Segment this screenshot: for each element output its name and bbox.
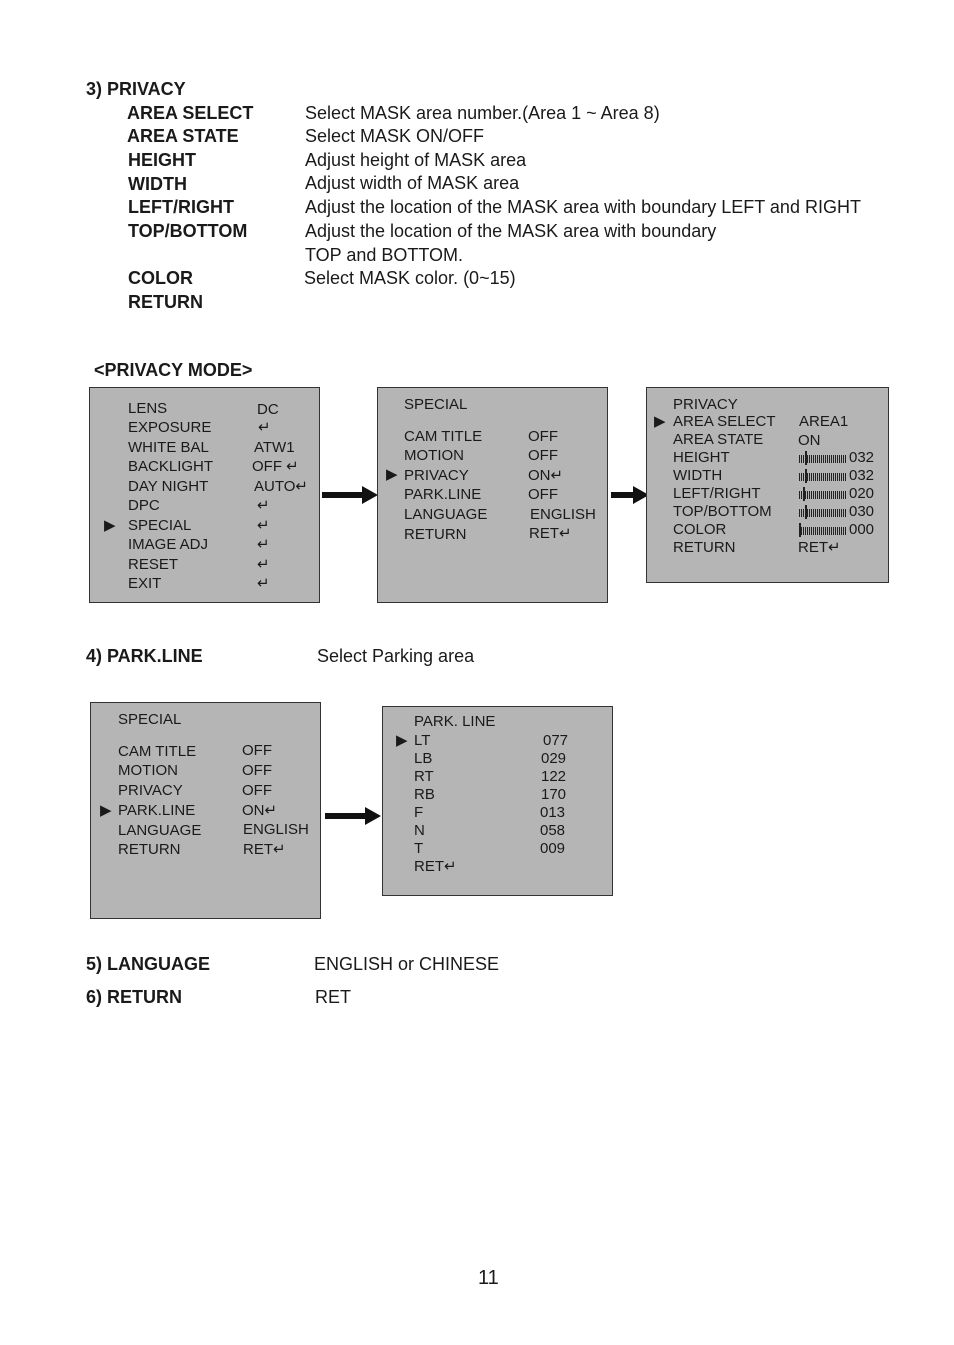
slider-tick — [823, 491, 824, 499]
slider-tick — [821, 473, 822, 481]
arrow-right-icon — [322, 486, 378, 504]
privacy-value-height: 032 — [849, 449, 875, 466]
slider-tick — [811, 491, 812, 499]
slider-tick — [841, 455, 842, 463]
slider-tick — [827, 473, 828, 481]
special-item-park-line: PARK.LINE — [118, 802, 196, 819]
special-item-return: RETURN — [118, 841, 181, 858]
desc-top-bottom: Adjust the location of the MASK area with boundary — [305, 221, 717, 241]
slider-tick — [843, 527, 844, 535]
slider-tick — [833, 491, 834, 499]
selection-pointer-icon: ▶ — [100, 802, 112, 819]
slider-tick — [819, 509, 820, 517]
slider-tick — [813, 509, 814, 517]
menu-item-exit: EXIT — [128, 575, 162, 592]
privacy-item-left-right: LEFT/RIGHT — [673, 485, 761, 502]
selection-pointer-icon: ▶ — [386, 466, 398, 483]
special-item-return: RETURN — [404, 526, 467, 543]
menu-item-image-adj: IMAGE ADJ — [128, 536, 209, 553]
slider-tick — [827, 509, 828, 517]
special-value-language: ENGLISH — [530, 506, 596, 523]
slider-tick — [835, 491, 836, 499]
special-menu-title: SPECIAL — [118, 711, 182, 728]
slider-tick — [813, 473, 814, 481]
park-value-rt: 122 — [541, 768, 567, 785]
menu-value-image-adj: ↵ — [257, 536, 270, 553]
menu-value-special: ↵ — [257, 517, 270, 534]
menu-item-day-night: DAY NIGHT — [128, 478, 209, 495]
slider-tick — [843, 491, 844, 499]
park-value-lt: 077 — [543, 732, 569, 749]
special-value-privacy: OFF — [242, 782, 272, 799]
park-value-rb: 170 — [541, 786, 567, 803]
slider-tick — [803, 527, 804, 535]
park-item-t: T — [414, 840, 424, 857]
slider-tick — [827, 455, 828, 463]
section-heading-language: 5) LANGUAGE — [86, 954, 211, 974]
privacy-value-area-state: ON — [798, 432, 821, 449]
privacy-value-left-right: 020 — [849, 485, 875, 502]
slider-tick — [823, 455, 824, 463]
slider-marker — [805, 505, 807, 519]
special-value-park-line: OFF — [528, 486, 558, 503]
menu-value-backlight: OFF ↵ — [252, 458, 299, 475]
slider-tick — [819, 473, 820, 481]
park-item-lb: LB — [414, 750, 433, 767]
selection-pointer-icon: ▶ — [396, 732, 408, 749]
term-area-select: AREA SELECT — [127, 103, 254, 123]
osd-special-menu-2 — [90, 702, 321, 919]
slider-tick — [807, 455, 808, 463]
special-item-motion: MOTION — [118, 762, 178, 779]
term-left-right: LEFT/RIGHT — [128, 197, 234, 217]
menu-item-dpc: DPC — [128, 497, 160, 514]
slider-tick — [843, 509, 844, 517]
arrow-right-icon — [325, 807, 381, 825]
slider-tick — [825, 491, 826, 499]
park-item-n: N — [414, 822, 425, 839]
slider-tick — [817, 527, 818, 535]
slider-tick — [815, 455, 816, 463]
slider-tick — [821, 509, 822, 517]
slider-tick — [799, 473, 800, 481]
slider-tick — [813, 455, 814, 463]
desc-return: RET — [315, 987, 351, 1007]
slider-tick — [825, 473, 826, 481]
desc-language: ENGLISH or CHINESE — [314, 954, 500, 974]
menu-value-exposure: ↵ — [258, 419, 271, 436]
slider-tick — [829, 491, 830, 499]
slider-marker — [803, 487, 805, 501]
slider-tick — [839, 527, 840, 535]
special-value-cam-title: OFF — [528, 428, 558, 445]
special-item-privacy: PRIVACY — [118, 782, 183, 799]
special-value-return: RET↵ — [529, 525, 572, 542]
menu-value-day-night: AUTO↵ — [254, 478, 308, 495]
slider-tick — [831, 473, 832, 481]
selection-pointer-icon: ▶ — [104, 517, 116, 534]
park-item-f: F — [414, 804, 424, 821]
slider-tick — [823, 527, 824, 535]
slider-tick — [821, 491, 822, 499]
height-slider — [799, 451, 847, 465]
slider-tick — [843, 455, 844, 463]
slider-marker — [805, 469, 807, 483]
menu-item-exposure: EXPOSURE — [128, 419, 212, 436]
menu-item-reset: RESET — [128, 556, 179, 573]
section-heading-return: 6) RETURN — [86, 987, 183, 1007]
slider-tick — [809, 455, 810, 463]
privacy-value-width: 032 — [849, 467, 875, 484]
special-value-motion: OFF — [242, 762, 272, 779]
slider-tick — [825, 455, 826, 463]
desc-area-state: Select MASK ON/OFF — [305, 126, 485, 146]
privacy-item-area-state: AREA STATE — [673, 431, 764, 448]
slider-tick — [825, 527, 826, 535]
park-item-rt: RT — [414, 768, 434, 785]
slider-tick — [833, 509, 834, 517]
privacy-item-height: HEIGHT — [673, 449, 730, 466]
special-item-cam-title: CAM TITLE — [118, 743, 197, 760]
slider-tick — [807, 473, 808, 481]
slider-tick — [841, 527, 842, 535]
slider-tick — [845, 509, 846, 517]
menu-item-lens: LENS — [128, 400, 168, 417]
slider-tick — [811, 473, 812, 481]
slider-tick — [813, 491, 814, 499]
slider-tick — [827, 491, 828, 499]
park-value-f: 013 — [540, 804, 566, 821]
slider-tick — [815, 473, 816, 481]
slider-tick — [801, 455, 802, 463]
special-value-privacy: ON↵ — [528, 467, 564, 484]
slider-tick — [801, 491, 802, 499]
left-right-slider — [799, 487, 847, 501]
privacy-menu-title: PRIVACY — [673, 396, 738, 413]
section-heading-park-line: 4) PARK.LINE — [86, 646, 203, 666]
menu-value-dpc: ↵ — [257, 497, 270, 514]
privacy-value-top-bottom: 030 — [849, 503, 875, 520]
slider-tick — [839, 455, 840, 463]
slider-tick — [821, 455, 822, 463]
slider-tick — [841, 509, 842, 517]
desc-top-bottom-cont: TOP and BOTTOM. — [305, 245, 464, 265]
slider-tick — [801, 473, 802, 481]
special-item-privacy: PRIVACY — [404, 467, 469, 484]
slider-tick — [837, 527, 838, 535]
desc-park-line: Select Parking area — [317, 646, 475, 666]
menu-item-backlight: BACKLIGHT — [128, 458, 214, 475]
desc-left-right: Adjust the location of the MASK area with boundary LEFT and RIGHT — [305, 197, 861, 217]
term-width: WIDTH — [128, 174, 187, 194]
selection-pointer-icon: ▶ — [654, 413, 666, 430]
slider-tick — [813, 527, 814, 535]
slider-tick — [805, 491, 806, 499]
slider-tick — [839, 491, 840, 499]
special-value-cam-title: OFF — [242, 742, 272, 759]
slider-tick — [817, 473, 818, 481]
slider-tick — [819, 455, 820, 463]
slider-tick — [831, 527, 832, 535]
desc-area-select: Select MASK area number.(Area 1 ~ Area 8) — [305, 103, 660, 123]
osd-park-line-menu — [382, 706, 613, 896]
menu-value-reset: ↵ — [257, 556, 270, 573]
slider-tick — [807, 491, 808, 499]
menu-item-white-bal: WHITE BAL — [128, 439, 209, 456]
slider-tick — [841, 473, 842, 481]
slider-tick — [833, 455, 834, 463]
slider-tick — [809, 527, 810, 535]
slider-tick — [835, 527, 836, 535]
special-item-language: LANGUAGE — [118, 822, 202, 839]
slider-tick — [845, 491, 846, 499]
park-value-n: 058 — [540, 822, 566, 839]
special-value-park-line: ON↵ — [242, 802, 278, 819]
slider-tick — [845, 473, 846, 481]
osd-privacy-menu — [646, 387, 889, 583]
slider-tick — [833, 473, 834, 481]
slider-tick — [843, 473, 844, 481]
slider-tick — [809, 509, 810, 517]
park-item-rb: RB — [414, 786, 435, 803]
slider-marker — [805, 451, 807, 465]
slider-tick — [839, 473, 840, 481]
slider-tick — [827, 527, 828, 535]
slider-tick — [817, 491, 818, 499]
privacy-item-area-select: AREA SELECT — [673, 413, 776, 430]
special-value-language: ENGLISH — [243, 821, 309, 838]
special-item-park-line: PARK.LINE — [404, 486, 482, 503]
width-slider — [799, 469, 847, 483]
special-value-return: RET↵ — [243, 841, 286, 858]
slider-tick — [831, 491, 832, 499]
slider-tick — [803, 509, 804, 517]
arrow-right-icon — [611, 486, 649, 504]
slider-marker — [799, 523, 801, 537]
desc-width: Adjust width of MASK area — [305, 173, 520, 193]
menu-value-white-bal: ATW1 — [254, 439, 295, 456]
menu-value-exit: ↵ — [257, 575, 270, 592]
slider-tick — [837, 491, 838, 499]
osd-main-menu — [89, 387, 320, 603]
park-menu-title: PARK. LINE — [414, 713, 496, 730]
slider-tick — [829, 509, 830, 517]
slider-tick — [831, 455, 832, 463]
slider-tick — [807, 509, 808, 517]
slider-tick — [823, 509, 824, 517]
slider-tick — [835, 473, 836, 481]
slider-tick — [835, 455, 836, 463]
park-value-lb: 029 — [541, 750, 567, 767]
special-value-motion: OFF — [528, 447, 558, 464]
slider-tick — [815, 491, 816, 499]
term-color: COLOR — [128, 268, 193, 288]
special-item-cam-title: CAM TITLE — [404, 428, 483, 445]
page-number: 11 — [478, 1267, 499, 1289]
privacy-item-width: WIDTH — [673, 467, 723, 484]
special-menu-title: SPECIAL — [404, 396, 468, 413]
slider-tick — [821, 527, 822, 535]
park-item-lt: LT — [414, 732, 431, 749]
privacy-mode-title: <PRIVACY MODE> — [94, 360, 253, 380]
slider-tick — [819, 491, 820, 499]
slider-tick — [803, 473, 804, 481]
slider-tick — [801, 509, 802, 517]
slider-tick — [817, 509, 818, 517]
park-value-t: 009 — [540, 840, 566, 857]
desc-color: Select MASK color. (0~15) — [304, 268, 516, 288]
top-bottom-slider — [799, 505, 847, 519]
menu-item-special: SPECIAL — [128, 517, 192, 534]
slider-tick — [801, 527, 802, 535]
slider-tick — [811, 455, 812, 463]
slider-tick — [809, 491, 810, 499]
privacy-value-color: 000 — [849, 521, 875, 538]
privacy-item-return: RETURN — [673, 539, 736, 556]
slider-tick — [829, 473, 830, 481]
privacy-value-area-select: AREA1 — [799, 413, 849, 430]
slider-tick — [831, 509, 832, 517]
slider-tick — [811, 509, 812, 517]
slider-tick — [839, 509, 840, 517]
term-return: RETURN — [128, 292, 203, 312]
privacy-value-return: RET↵ — [798, 539, 841, 556]
slider-tick — [819, 527, 820, 535]
slider-tick — [823, 473, 824, 481]
privacy-item-top-bottom: TOP/BOTTOM — [673, 503, 772, 520]
slider-tick — [845, 527, 846, 535]
slider-tick — [815, 509, 816, 517]
slider-tick — [829, 455, 830, 463]
special-item-motion: MOTION — [404, 447, 464, 464]
slider-tick — [835, 509, 836, 517]
slider-tick — [837, 509, 838, 517]
slider-tick — [815, 527, 816, 535]
slider-tick — [841, 491, 842, 499]
slider-tick — [829, 527, 830, 535]
section-heading-privacy: 3) PRIVACY — [86, 79, 186, 99]
slider-tick — [809, 473, 810, 481]
slider-tick — [799, 491, 800, 499]
slider-tick — [803, 455, 804, 463]
osd-special-menu — [377, 387, 608, 603]
slider-tick — [799, 509, 800, 517]
slider-tick — [837, 473, 838, 481]
slider-tick — [807, 527, 808, 535]
slider-tick — [799, 455, 800, 463]
color-slider — [799, 523, 847, 537]
privacy-item-color: COLOR — [673, 521, 727, 538]
term-top-bottom: TOP/BOTTOM — [128, 221, 248, 241]
term-height: HEIGHT — [128, 150, 197, 170]
slider-tick — [837, 455, 838, 463]
special-item-language: LANGUAGE — [404, 506, 488, 523]
slider-tick — [811, 527, 812, 535]
menu-value-lens: DC — [257, 401, 279, 418]
slider-tick — [805, 527, 806, 535]
desc-height: Adjust height of MASK area — [305, 150, 527, 170]
slider-tick — [833, 527, 834, 535]
slider-tick — [817, 455, 818, 463]
park-item-return: RET↵ — [414, 858, 457, 875]
slider-tick — [825, 509, 826, 517]
term-area-state: AREA STATE — [127, 126, 239, 146]
slider-tick — [845, 455, 846, 463]
